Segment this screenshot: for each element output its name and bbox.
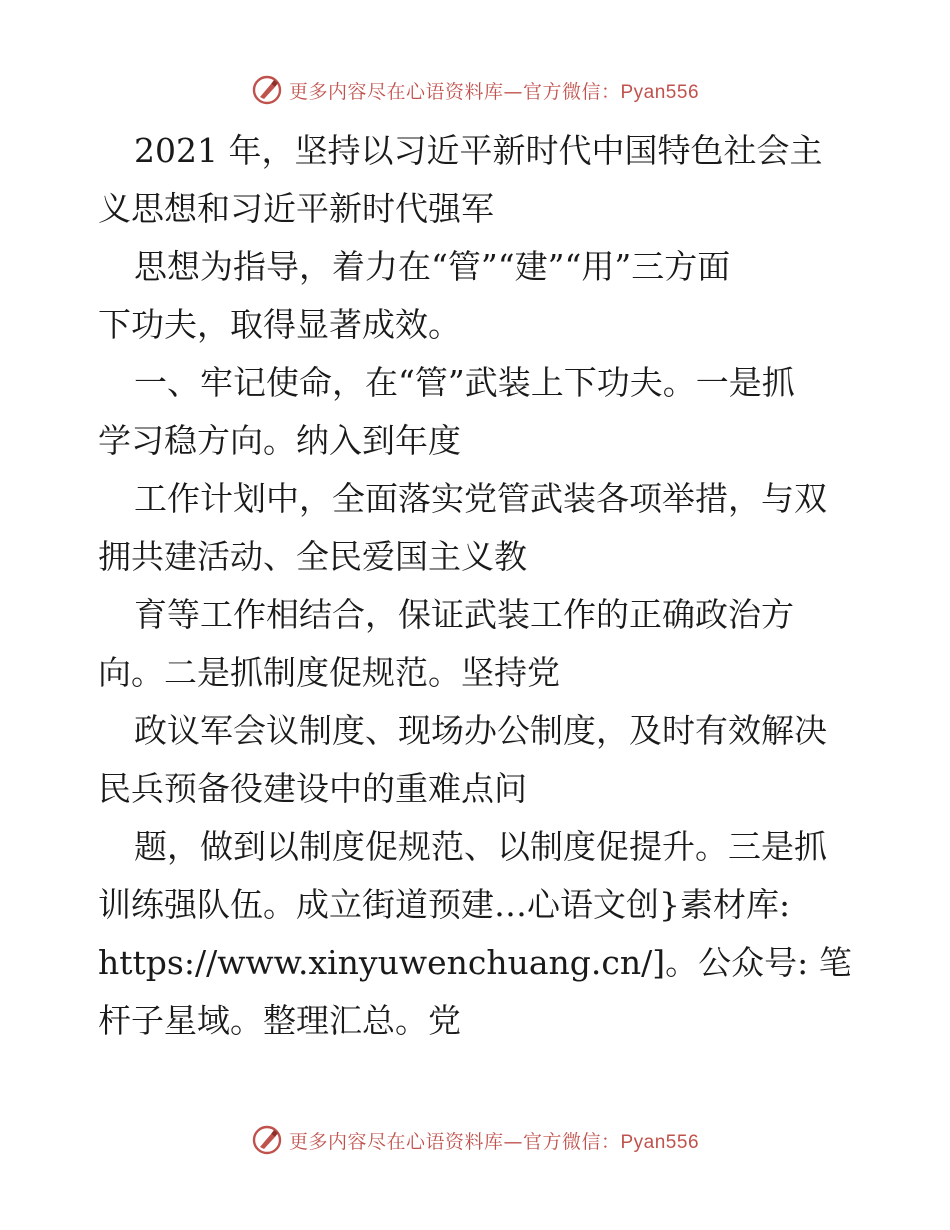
footer-separator: — [503,1130,523,1153]
body-line: 训练强队伍。成立街道预建…心语文创}素材库: [98,885,791,924]
header-wechat-id: Pyan556 [620,81,700,103]
body-line: 学习稳方向。纳入到年度 [98,421,461,460]
body-line: 向。二是抓制度促规范。坚持党 [98,653,560,692]
pen-nib-circle-icon [251,74,283,106]
header-promo-text: 更多内容尽在心语资料库 [288,80,504,103]
header-separator: — [503,80,523,103]
document-body [98,122,858,1050]
footer-wechat-label: 官方微信： [522,1130,621,1153]
body-line: 义思想和习近平新时代强军 [98,189,494,228]
body-line: 下功夫，取得显著成效。 [98,305,461,344]
header-banner[interactable] [0,72,950,108]
body-line: 思想为指导，着力在“管”“建”“用”三方面 [134,247,731,286]
body-line: 题，做到以制度促规范、以制度促提升。三是抓 [134,827,827,866]
body-line: 拥共建活动、全民爱国主义教 [98,537,527,576]
body-line: 育等工作相结合，保证武装工作的正确政治方 [134,595,794,634]
footer-banner-text [289,1127,699,1154]
body-line: 2021 年，坚持以习近平新时代中国特色社会主 [134,131,823,170]
body-line: 杆子星域。整理汇总。党 [98,1001,461,1040]
body-line: 民兵预备役建设中的重难点问 [98,769,527,808]
footer-promo-text: 更多内容尽在心语资料库 [288,1130,504,1153]
body-line: https://www.xinyuwenchuang.cn/]。公众号: 笔 [98,943,852,982]
pen-nib-circle-icon [251,1124,283,1156]
footer-banner[interactable] [0,1122,950,1158]
footer-wechat-id: Pyan556 [620,1131,700,1153]
body-line: 政议军会议制度、现场办公制度，及时有效解决 [134,711,827,750]
header-wechat-label: 官方微信： [522,80,621,103]
body-line: 一、牢记使命，在“管”武装上下功夫。一是抓 [134,363,795,402]
body-line: 工作计划中，全面落实党管武装各项举措，与双 [134,479,827,518]
header-banner-text [289,77,699,104]
